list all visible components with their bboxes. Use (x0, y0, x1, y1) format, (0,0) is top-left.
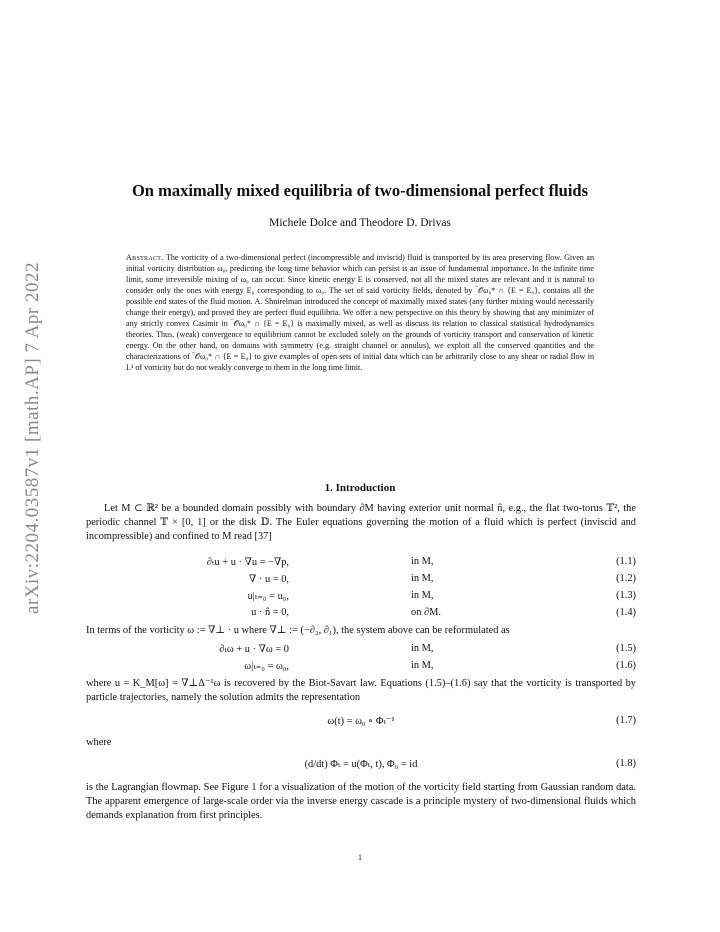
equation-lhs: ∇ · u = 0, (249, 574, 289, 585)
equation-number: (1.7) (616, 715, 636, 726)
equation-lhs: ω|ₜ₌₀ = ω₀, (244, 661, 289, 672)
equation-number: (1.2) (616, 573, 636, 584)
paragraph-2: In terms of the vorticity ω := ∇⊥ · u where ∇⊥ := (−∂₂, ∂₁), the system above can be reformulated as (86, 625, 510, 636)
equation-1-6 (86, 660, 636, 674)
abstract-text: The vorticity of a two-dimensional perfect (incompressible and inviscid) fluid is transported by its area preserving flow. Given an initial vorticity distribution ω₀, predicting the long time behavior which can persist is an issue of fundamental importance. In the infinite time limit, some irreversible mixing of ω₀ can occur. Since kinetic energy E is conserved, not all the mixed states are relevant and it is natural to consider only the ones with energy E₀ corresponding to ω₀. The set of said vorticity fields, denoted by ‾𝒪ω₀* ∩ {E = E₀}, contains all the possible end states of the fluid motion. A. Shnirelman introduced the concept of maximally mixed states (any further mixing would necessarily change their energy), and proved they are perfect fluid equilibria. We offer a new perspective on this theory by showing that any minimizer of any strictly convex Casimir in ‾𝒪ω₀* ∩ {E = E₀} is maximally mixed, as well as discuss its relation to classical statistical hydrodynamics theories. Thus, (weak) convergence to equilibrium cannot be excluded solely on the grounds of vorticity transport and conservation of kinetic energy. On the other hand, on domains with symmetry (e.g. straight channel or annulus), we exploit all the conserved quantities and the characterizations of ‾𝒪ω₀* ∩ {E = E₀} to give examples of open sets of initial data which can be arbitrarily close to any shear or radial flow in L¹ of vorticity but do not weakly converge to them in the long time limit. (126, 253, 594, 373)
equation-1-1 (86, 556, 636, 570)
abstract-label: Abstract. (126, 253, 164, 262)
page-number: 1 (358, 853, 362, 862)
equation-domain: on ∂M. (411, 607, 441, 618)
abstract (126, 252, 594, 374)
equation-1-4 (86, 607, 636, 621)
equation-body: (d/dt) Φₜ = u(Φₜ, t), Φ₀ = id (304, 759, 418, 770)
where-text: where (86, 737, 112, 748)
equation-number: (1.3) (616, 590, 636, 601)
equation-lhs: ∂ₜω + u · ∇ω = 0 (219, 644, 289, 655)
equation-number: (1.5) (616, 643, 636, 654)
paragraph-3: where u = K_M[ω] = ∇⊥Δ⁻¹ω is recovered by the Biot-Savart law. Equations (1.5)–(1.6) say that the vorticity is transported by particle trajectories, namely the solution admits the representation (86, 678, 636, 703)
equation-1-7 (86, 715, 636, 729)
equation-domain: in M, (411, 573, 434, 584)
arxiv-stamp-text: arXiv:2204.03587v1 [math.AP] 7 Apr 2022 (22, 262, 43, 614)
equation-body: ω(t) = ω₀ ∘ Φₜ⁻¹ (327, 716, 395, 727)
equation-number: (1.6) (616, 660, 636, 671)
paper-title: On maximally mixed equilibria of two-dimensional perfect fluids (131, 181, 589, 200)
equation-number: (1.1) (616, 556, 636, 567)
equation-number: (1.4) (616, 607, 636, 618)
equation-number: (1.8) (616, 758, 636, 769)
section-heading: 1. Introduction (324, 482, 396, 494)
equation-1-5 (86, 643, 636, 657)
equation-domain: in M, (411, 556, 434, 567)
equation-1-8 (86, 758, 636, 772)
paper-authors: Michele Dolce and Theodore D. Drivas (269, 217, 451, 229)
equation-1-3 (86, 590, 636, 604)
equation-1-2 (86, 573, 636, 587)
arxiv-side-stamp (22, 238, 44, 638)
equation-lhs: u|ₜ₌₀ = u₀, (247, 591, 289, 602)
equation-domain: in M, (411, 590, 434, 601)
equation-lhs: u · n̂ = 0, (251, 607, 289, 618)
equation-domain: in M, (411, 643, 434, 654)
paragraph-1: Let M ⊂ ℝ² be a bounded domain possibly with boundary ∂M having exterior unit normal n̂, e.g., the flat two-torus 𝕋², the periodic channel 𝕋 × [0, 1] or the disk 𝔻. The Euler equations governing the motion of a fluid which is perfect (inviscid and incompressible) and confined to M read [37] (86, 503, 636, 542)
equation-domain: in M, (411, 660, 434, 671)
paragraph-4: is the Lagrangian flowmap. See Figure 1 for a visualization of the motion of the vorticity field starting from Gaussian random data. The apparent emergence of large-scale order via the inverse energy cascade is a principle mystery of two-dimensional fluids which demands explanation from first principles. (86, 782, 636, 821)
equation-lhs: ∂ₜu + u · ∇u = −∇p, (206, 557, 289, 568)
